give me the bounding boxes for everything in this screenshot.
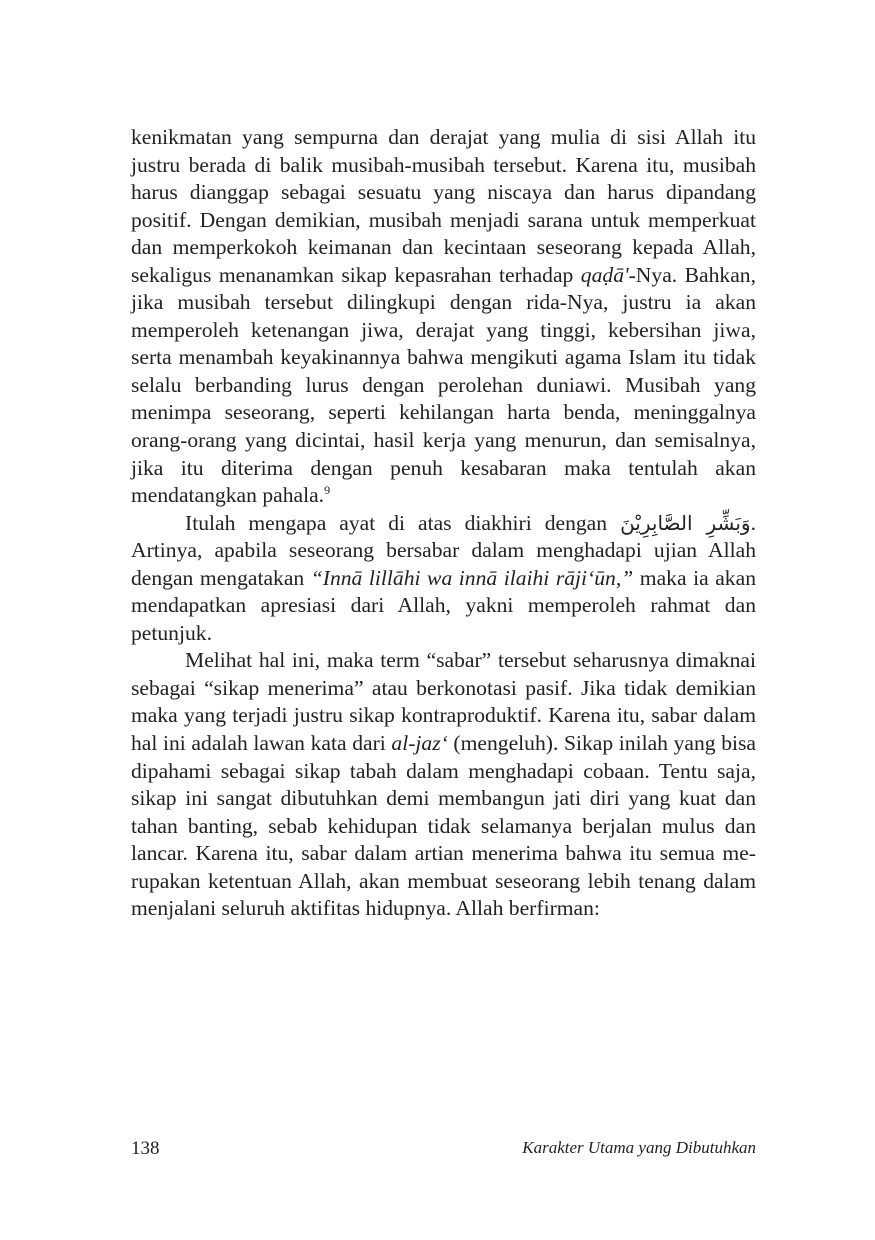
transliterated-quote: “Innā lillāhi wa innā ilaihi rāji‘ūn,” [310, 565, 634, 590]
paragraph-2-text-a: Itulah mengapa ayat di atas diakhiri dengan [185, 510, 621, 535]
paragraph-2-text-b: . Artinya, apabila seseorang bersabar dalam menghadapi ujian Allah dengan mengatakan [131, 510, 756, 590]
paragraph-1 [131, 124, 756, 510]
running-title: Karakter Utama yang Dibutuhkan [522, 1138, 756, 1157]
page-number: 138 [131, 1138, 160, 1159]
footnote-reference: 9 [324, 482, 331, 497]
page-body [131, 124, 756, 923]
paragraph-3-text-b: (mengeluh). Sikap inilah yang bisa dipahami sebagai sikap tabah dalam menghadapi cobaan. Tentu saja, sikap ini sangat dibutuhkan demi membangun jati diri yang kuat dan tahan banting, sebab kehidupan tidak selamanya berjalan mulus dan lancar. Karena itu, sabar dalam artian menerima bahwa itu semua merupakan ketentuan Allah, akan membuat seseorang lebih tenang dalam menjalani seluruh aktifitas hidupnya. Allah berfirman: [131, 731, 757, 921]
paragraph-2 [131, 510, 756, 648]
paragraph-1-text-a: kenikmatan yang sempurna dan derajat yang mulia di sisi Allah itu justru berada di balik musibah-musibah tersebut. Karena itu, musibah harus dianggap sebagai sesuatu yang niscaya dan harus dipandang positif. Dengan demikian, musibah menjadi sarana untuk memperkuat dan memperkokoh keimanan dan kecintaan seseorang kepada Allah, sekaligus menanamkan sikap kepasrahan terhadap [131, 125, 756, 287]
paragraph-3 [131, 647, 756, 922]
paragraph-2-text-c: maka ia akan mendapatkan apresiasi dari Allah, yakni memperoleh rahmat dan petunjuk. [131, 565, 756, 645]
page-footer [131, 1138, 756, 1164]
paragraph-3-text-a: Melihat hal ini, maka term “sabar” tersebut seharusnya dimaknai sebagai “sikap menerima” atau berkonotasi pasif. Jika tidak demikian maka yang terjadi justru sikap kontraproduktif. Karena itu, sabar dalam hal ini adalah lawan kata dari [131, 648, 756, 756]
arabic-verse-fragment: وَبَشِّرِ الصَّابِرِيْنَ [620, 510, 751, 535]
term-al-jaz: al-jaz‘ [391, 731, 448, 756]
paragraph-1-text-b: -Nya. Bahkan, jika musibah tersebut dilingkupi dengan rida-Nya, justru ia akan memperoleh ketenangan jiwa, derajat yang tinggi, kebersihan jiwa, serta menambah keyakinannya bahwa mengikuti agama Islam itu tidak selalu berbanding lurus dengan perolehan duniawi. Musibah yang menimpa seseorang, seperti kehilangan harta benda, meninggalnya orang-orang yang dicintai, hasil kerja yang menurun, dan semisalnya, jika itu diterima dengan penuh kesabaran maka tentulah akan mendatangkan pahala. [131, 262, 756, 508]
term-qada: qaḍā' [580, 262, 629, 287]
